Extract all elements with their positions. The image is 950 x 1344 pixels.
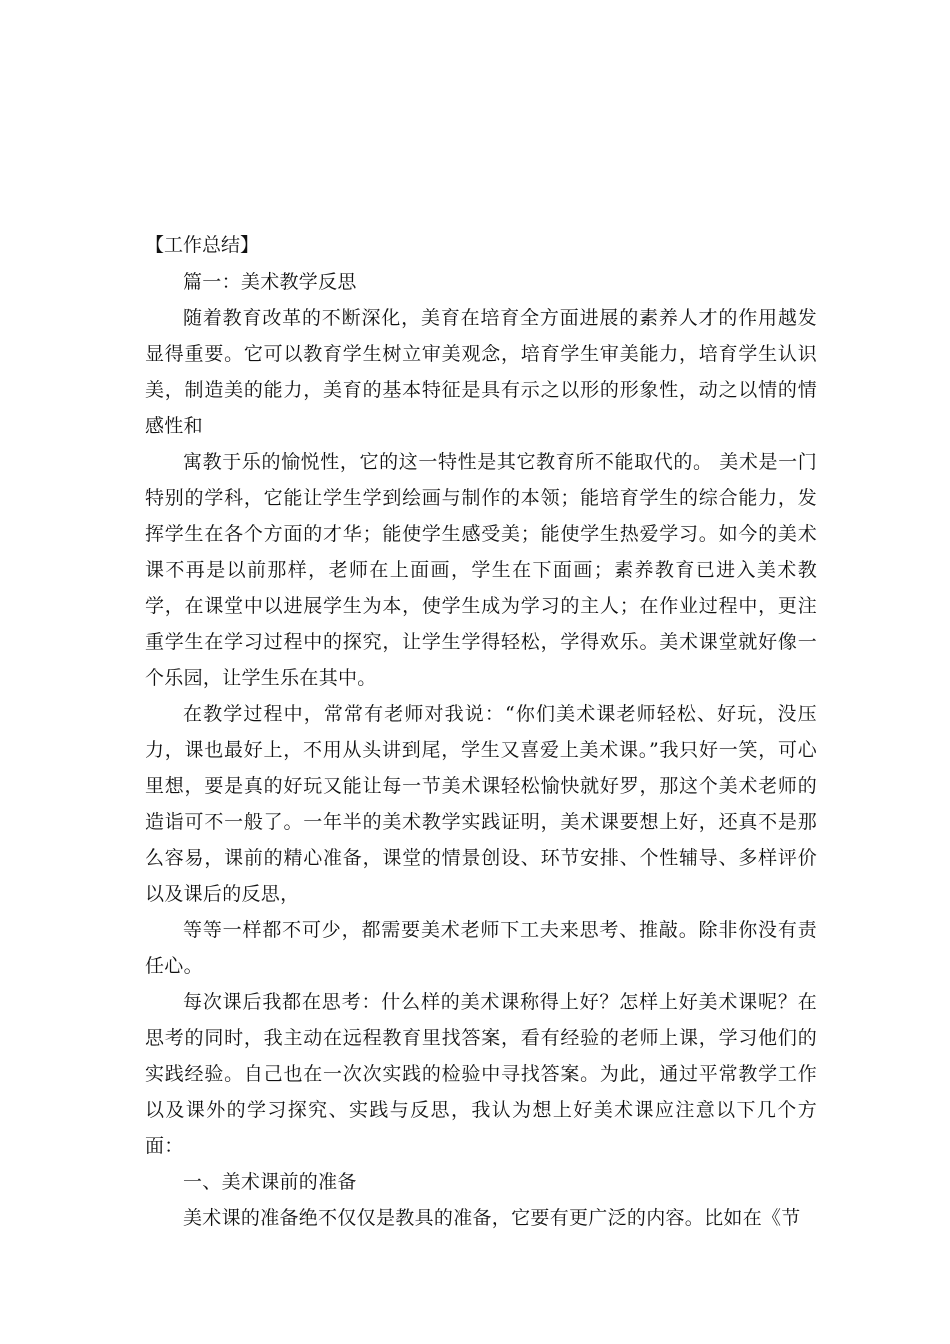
body-paragraph-4: 等等一样都不可少，都需要美术老师下工夫来思考、推敲。除非你没有责任心。 — [145, 919, 817, 977]
body-paragraph-6: 美术课的准备绝不仅仅是教具的准备，它要有更广泛的内容。比如在《节 — [183, 1207, 801, 1229]
document-page — [145, 228, 817, 1236]
body-paragraph-5: 每次课后我都在思考：什么样的美术课称得上好？怎样上好美术课呢？在思考的同时，我主动在远程教育里找答案，看有经验的老师上课，学习他们的实践经验。自己也在一次次实践的检验中寻找答案。为此，通过平常教学工作以及课外的学习探究、实践与反思，我认为想上好美术课应注意以下几个方面： — [145, 991, 817, 1157]
body-paragraph-3: 在教学过程中，常常有老师对我说：“你们美术课老师轻松、好玩，没压力，课也最好上，不用从头讲到尾，学生又喜爱上美术课。”我只好一笑，可心里想，要是真的好玩又能让每一节美术课轻松愉快就好罗，那这个美术老师的造诣可不一般了。一年半的美术教学实践证明，美术课要想上好，还真不是那么容易，课前的精心准备，课堂的情景创设、环节安排、个性辅导、多样评价以及课后的反思， — [145, 703, 817, 905]
subheading-paragraph: 一、美术课前的准备 — [183, 1171, 357, 1193]
document-bracket-title: 【工作总结】 — [145, 234, 260, 256]
body-paragraph-2: 寓教于乐的愉悦性，它的这一特性是其它教育所不能取代的。 美术是一门特别的学科，它能让学生学到绘画与制作的本领；能培育学生的综合能力，发挥学生在各个方面的才华；能使学生感受美；能使学生热爱学习。如今的美术课不再是以前那样，老师在上面画，学生在下面画；素养教育已进入美术教学，在课堂中以进展学生为本，使学生成为学习的主人；在作业过程中，更注重学生在学习过程中的探究，让学生学得轻松，学得欢乐。美术课堂就好像一个乐园，让学生乐在其中。 — [145, 451, 817, 689]
body-paragraph-1: 随着教育改革的不断深化，美育在培育全方面进展的素养人才的作用越发显得重要。它可以教育学生树立审美观念，培育学生审美能力，培育学生认识美，制造美的能力，美育的基本特征是具有示之以形的形象性，动之以情的情感性和 — [145, 307, 817, 437]
section-title-paragraph: 篇一：美术教学反思 — [183, 271, 357, 293]
